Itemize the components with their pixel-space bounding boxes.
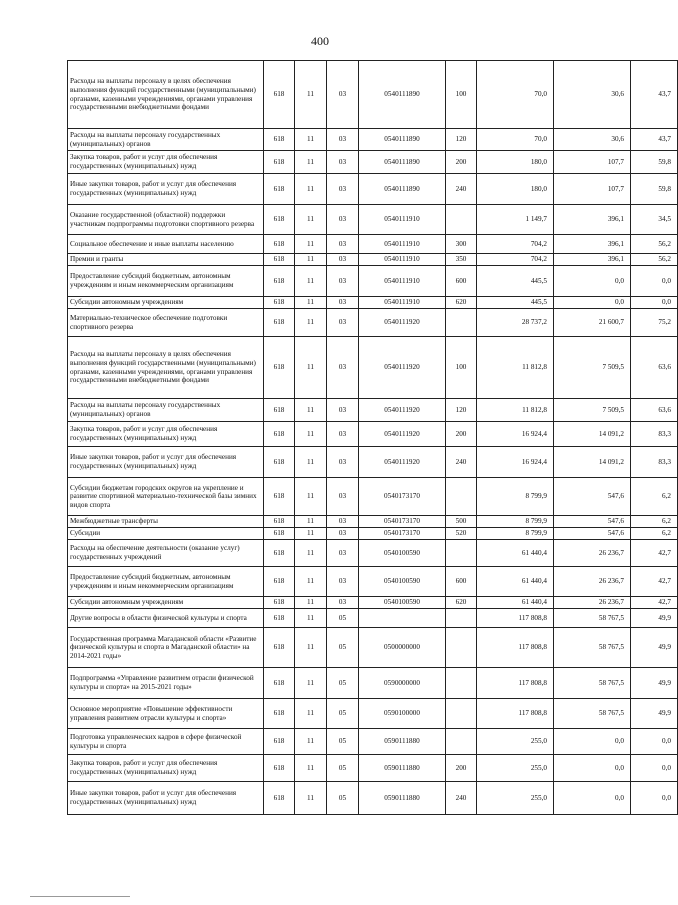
csr-cell: 0540111890	[359, 61, 446, 129]
row-name-cell: Расходы на выплаты персоналу в целях обеспечения выполнения функций государственными (муниципальными) органами, казенными учреждениями, органами управления государственными внебюджетными фондами	[68, 61, 264, 129]
csr-cell: 0590111880	[359, 729, 446, 755]
ved-cell: 618	[264, 297, 295, 309]
plan-cell: 704,2	[477, 254, 554, 266]
pct-cell: 6,2	[631, 478, 678, 516]
fact-cell: 547,6	[554, 516, 631, 528]
ved-cell: 618	[264, 729, 295, 755]
table-row	[68, 609, 678, 628]
rz-cell: 11	[295, 540, 327, 567]
vr-cell: 520	[446, 528, 477, 540]
plan-cell: 8 799,9	[477, 528, 554, 540]
plan-cell: 255,0	[477, 755, 554, 782]
pr-cell: 03	[327, 174, 359, 205]
pr-cell: 03	[327, 478, 359, 516]
csr-cell: 0590100000	[359, 699, 446, 729]
ved-cell: 618	[264, 516, 295, 528]
plan-cell: 61 440,4	[477, 597, 554, 609]
rz-cell: 11	[295, 699, 327, 729]
row-name-cell: Предоставление субсидий бюджетным, автономным учреждениям и иным некоммерческим организациям	[68, 567, 264, 597]
rz-cell: 11	[295, 478, 327, 516]
vr-cell	[446, 699, 477, 729]
plan-cell: 61 440,4	[477, 567, 554, 597]
table-body	[68, 61, 678, 815]
csr-cell: 0540111910	[359, 266, 446, 297]
rz-cell: 11	[295, 399, 327, 422]
row-name-cell: Предоставление субсидий бюджетным, автономным учреждениям и иным некоммерческим организациям	[68, 266, 264, 297]
pct-cell: 56,2	[631, 235, 678, 254]
vr-cell: 100	[446, 61, 477, 129]
fact-cell: 26 236,7	[554, 597, 631, 609]
csr-cell: 0540111910	[359, 254, 446, 266]
pr-cell: 03	[327, 297, 359, 309]
csr-cell	[359, 609, 446, 628]
pr-cell: 03	[327, 516, 359, 528]
pct-cell: 75,2	[631, 309, 678, 337]
vr-cell	[446, 609, 477, 628]
row-name-cell: Закупка товаров, работ и услуг для обеспечения государственных (муниципальных) нужд	[68, 755, 264, 782]
csr-cell: 0590000000	[359, 668, 446, 699]
plan-cell: 16 924,4	[477, 447, 554, 478]
ved-cell: 618	[264, 174, 295, 205]
csr-cell: 0540111890	[359, 129, 446, 151]
pr-cell: 03	[327, 235, 359, 254]
table-row	[68, 174, 678, 205]
table-row	[68, 567, 678, 597]
ved-cell: 618	[264, 782, 295, 815]
table-row	[68, 61, 678, 129]
plan-cell: 70,0	[477, 129, 554, 151]
vr-cell: 500	[446, 516, 477, 528]
pct-cell: 49,9	[631, 609, 678, 628]
fact-cell: 26 236,7	[554, 540, 631, 567]
csr-cell: 0540173170	[359, 478, 446, 516]
fact-cell: 396,1	[554, 235, 631, 254]
vr-cell: 240	[446, 782, 477, 815]
pct-cell: 34,5	[631, 205, 678, 235]
table-row	[68, 297, 678, 309]
pct-cell: 63,6	[631, 337, 678, 399]
csr-cell: 0590111880	[359, 755, 446, 782]
rz-cell: 11	[295, 151, 327, 174]
table-row	[68, 540, 678, 567]
vr-cell: 200	[446, 422, 477, 447]
fact-cell: 58 767,5	[554, 699, 631, 729]
table-row	[68, 729, 678, 755]
pr-cell: 03	[327, 61, 359, 129]
plan-cell: 117 808,8	[477, 609, 554, 628]
plan-cell: 16 924,4	[477, 422, 554, 447]
csr-cell: 0540111910	[359, 235, 446, 254]
csr-cell: 0540111890	[359, 151, 446, 174]
rz-cell: 11	[295, 297, 327, 309]
table-row	[68, 782, 678, 815]
row-name-cell: Иные закупки товаров, работ и услуг для обеспечения государственных (муниципальных) нужд	[68, 447, 264, 478]
row-name-cell: Оказание государственной (областной) поддержки участникам подпрограммы подготовки спортивного резерва	[68, 205, 264, 235]
csr-cell: 0540111920	[359, 447, 446, 478]
row-name-cell: Субсидии	[68, 528, 264, 540]
pr-cell: 03	[327, 266, 359, 297]
pr-cell: 03	[327, 540, 359, 567]
table-row	[68, 597, 678, 609]
plan-cell: 61 440,4	[477, 540, 554, 567]
pr-cell: 05	[327, 609, 359, 628]
fact-cell: 7 509,5	[554, 399, 631, 422]
rz-cell: 11	[295, 266, 327, 297]
row-name-cell: Расходы на выплаты персоналу государственных (муниципальных) органов	[68, 129, 264, 151]
rz-cell: 11	[295, 729, 327, 755]
row-name-cell: Государственная программа Магаданской области «Развитие физической культуры и спорта в Магаданской области» на 2014-2021 годы»	[68, 628, 264, 668]
row-name-cell: Другие вопросы в области физической культуры и спорта	[68, 609, 264, 628]
plan-cell: 11 812,8	[477, 399, 554, 422]
table-row	[68, 266, 678, 297]
csr-cell: 0590111880	[359, 782, 446, 815]
fact-cell: 0,0	[554, 297, 631, 309]
csr-cell: 0540111920	[359, 337, 446, 399]
pr-cell: 03	[327, 309, 359, 337]
vr-cell	[446, 478, 477, 516]
rz-cell: 11	[295, 628, 327, 668]
ved-cell: 618	[264, 205, 295, 235]
pr-cell: 05	[327, 628, 359, 668]
pct-cell: 0,0	[631, 755, 678, 782]
rz-cell: 11	[295, 337, 327, 399]
fact-cell: 30,6	[554, 61, 631, 129]
vr-cell	[446, 668, 477, 699]
pct-cell: 49,9	[631, 668, 678, 699]
row-name-cell: Расходы на выплаты персоналу государственных (муниципальных) органов	[68, 399, 264, 422]
row-name-cell: Основное мероприятие «Повышение эффективности управления развитием отрасли культуры и спорта»	[68, 699, 264, 729]
fact-cell: 107,7	[554, 151, 631, 174]
row-name-cell: Социальное обеспечение и иные выплаты населению	[68, 235, 264, 254]
ved-cell: 618	[264, 254, 295, 266]
plan-cell: 704,2	[477, 235, 554, 254]
row-name-cell: Закупка товаров, работ и услуг для обеспечения государственных (муниципальных) нужд	[68, 151, 264, 174]
ved-cell: 618	[264, 699, 295, 729]
table-row	[68, 755, 678, 782]
pct-cell: 59,8	[631, 151, 678, 174]
plan-cell: 117 808,8	[477, 668, 554, 699]
ved-cell: 618	[264, 628, 295, 668]
pct-cell: 49,9	[631, 628, 678, 668]
vr-cell: 620	[446, 597, 477, 609]
fact-cell: 547,6	[554, 478, 631, 516]
fact-cell: 107,7	[554, 174, 631, 205]
ved-cell: 618	[264, 609, 295, 628]
page-number: 400	[311, 34, 329, 48]
pr-cell: 03	[327, 254, 359, 266]
vr-cell	[446, 729, 477, 755]
row-name-cell: Подпрограмма «Управление развитием отрасли физической культуры и спорта» на 2015-2021 годы»	[68, 668, 264, 699]
csr-cell: 0540100590	[359, 597, 446, 609]
fact-cell: 396,1	[554, 254, 631, 266]
pr-cell: 03	[327, 422, 359, 447]
rz-cell: 11	[295, 129, 327, 151]
rz-cell: 11	[295, 755, 327, 782]
rz-cell: 11	[295, 309, 327, 337]
plan-cell: 1 149,7	[477, 205, 554, 235]
row-name-cell: Подготовка управленческих кадров в сфере физической культуры и спорта	[68, 729, 264, 755]
vr-cell: 600	[446, 567, 477, 597]
table-row	[68, 516, 678, 528]
fact-cell: 547,6	[554, 528, 631, 540]
pr-cell: 03	[327, 447, 359, 478]
rz-cell: 11	[295, 516, 327, 528]
csr-cell: 0540111910	[359, 297, 446, 309]
footer-rule	[30, 896, 130, 897]
row-name-cell: Иные закупки товаров, работ и услуг для обеспечения государственных (муниципальных) нужд	[68, 782, 264, 815]
ved-cell: 618	[264, 597, 295, 609]
pct-cell: 0,0	[631, 266, 678, 297]
ved-cell: 618	[264, 528, 295, 540]
fact-cell: 58 767,5	[554, 628, 631, 668]
row-name-cell: Субсидии автономным учреждениям	[68, 597, 264, 609]
vr-cell: 240	[446, 447, 477, 478]
plan-cell: 117 808,8	[477, 628, 554, 668]
row-name-cell: Расходы на выплаты персоналу в целях обеспечения выполнения функций государственными (муниципальными) органами, казенными учреждениями, органами управления государственными внебюджетными фондами	[68, 337, 264, 399]
pr-cell: 03	[327, 399, 359, 422]
plan-cell: 117 808,8	[477, 699, 554, 729]
vr-cell	[446, 205, 477, 235]
pct-cell: 63,6	[631, 399, 678, 422]
row-name-cell: Расходы на обеспечение деятельности (оказание услуг) государственных учреждений	[68, 540, 264, 567]
vr-cell: 100	[446, 337, 477, 399]
pct-cell: 43,7	[631, 129, 678, 151]
ved-cell: 618	[264, 399, 295, 422]
rz-cell: 11	[295, 668, 327, 699]
plan-cell: 180,0	[477, 174, 554, 205]
csr-cell: 0540111920	[359, 422, 446, 447]
fact-cell: 14 091,2	[554, 422, 631, 447]
csr-cell: 0540173170	[359, 528, 446, 540]
pct-cell: 6,2	[631, 528, 678, 540]
pr-cell: 03	[327, 129, 359, 151]
fact-cell: 0,0	[554, 729, 631, 755]
table-row	[68, 337, 678, 399]
row-name-cell: Иные закупки товаров, работ и услуг для обеспечения государственных (муниципальных) нужд	[68, 174, 264, 205]
pr-cell: 05	[327, 668, 359, 699]
pct-cell: 0,0	[631, 782, 678, 815]
pr-cell: 05	[327, 699, 359, 729]
pr-cell: 03	[327, 205, 359, 235]
rz-cell: 11	[295, 447, 327, 478]
table-row	[68, 235, 678, 254]
plan-cell: 180,0	[477, 151, 554, 174]
rz-cell: 11	[295, 609, 327, 628]
ved-cell: 618	[264, 151, 295, 174]
ved-cell: 618	[264, 337, 295, 399]
fact-cell: 0,0	[554, 782, 631, 815]
fact-cell: 7 509,5	[554, 337, 631, 399]
fact-cell: 58 767,5	[554, 668, 631, 699]
rz-cell: 11	[295, 254, 327, 266]
pct-cell: 83,3	[631, 422, 678, 447]
rz-cell: 11	[295, 567, 327, 597]
budget-table	[67, 60, 678, 815]
table-row	[68, 422, 678, 447]
fact-cell: 0,0	[554, 755, 631, 782]
table-row	[68, 447, 678, 478]
fact-cell: 0,0	[554, 266, 631, 297]
pct-cell: 59,8	[631, 174, 678, 205]
vr-cell: 120	[446, 399, 477, 422]
table-row	[68, 628, 678, 668]
plan-cell: 445,5	[477, 297, 554, 309]
csr-cell: 0500000000	[359, 628, 446, 668]
fact-cell: 26 236,7	[554, 567, 631, 597]
plan-cell: 255,0	[477, 782, 554, 815]
pr-cell: 03	[327, 528, 359, 540]
row-name-cell: Межбюджетные трансферты	[68, 516, 264, 528]
csr-cell: 0540111890	[359, 174, 446, 205]
row-name-cell: Субсидии бюджетам городских округов на укрепление и развитие спортивной материально-технической базы зимних видов спорта	[68, 478, 264, 516]
plan-cell: 255,0	[477, 729, 554, 755]
ved-cell: 618	[264, 309, 295, 337]
plan-cell: 28 737,2	[477, 309, 554, 337]
plan-cell: 8 799,9	[477, 478, 554, 516]
plan-cell: 70,0	[477, 61, 554, 129]
pct-cell: 42,7	[631, 597, 678, 609]
pr-cell: 03	[327, 567, 359, 597]
ved-cell: 618	[264, 61, 295, 129]
fact-cell: 396,1	[554, 205, 631, 235]
ved-cell: 618	[264, 235, 295, 254]
pr-cell: 05	[327, 729, 359, 755]
csr-cell: 0540111920	[359, 399, 446, 422]
vr-cell: 600	[446, 266, 477, 297]
table-row	[68, 668, 678, 699]
row-name-cell: Субсидии автономным учреждениям	[68, 297, 264, 309]
table-row	[68, 129, 678, 151]
vr-cell	[446, 309, 477, 337]
pr-cell: 05	[327, 782, 359, 815]
csr-cell: 0540100590	[359, 567, 446, 597]
rz-cell: 11	[295, 235, 327, 254]
vr-cell	[446, 628, 477, 668]
rz-cell: 11	[295, 422, 327, 447]
ved-cell: 618	[264, 540, 295, 567]
csr-cell: 0540100590	[359, 540, 446, 567]
rz-cell: 11	[295, 782, 327, 815]
table-row	[68, 478, 678, 516]
pct-cell: 42,7	[631, 567, 678, 597]
ved-cell: 618	[264, 447, 295, 478]
ved-cell: 618	[264, 478, 295, 516]
vr-cell: 200	[446, 755, 477, 782]
fact-cell: 14 091,2	[554, 447, 631, 478]
ved-cell: 618	[264, 668, 295, 699]
plan-cell: 8 799,9	[477, 516, 554, 528]
rz-cell: 11	[295, 597, 327, 609]
rz-cell: 11	[295, 61, 327, 129]
vr-cell	[446, 540, 477, 567]
table-row	[68, 528, 678, 540]
table-row	[68, 205, 678, 235]
ved-cell: 618	[264, 567, 295, 597]
pr-cell: 03	[327, 337, 359, 399]
row-name-cell: Материально-техническое обеспечение подготовки спортивного резерва	[68, 309, 264, 337]
pct-cell: 42,7	[631, 540, 678, 567]
pct-cell: 0,0	[631, 297, 678, 309]
csr-cell: 0540111910	[359, 205, 446, 235]
ved-cell: 618	[264, 129, 295, 151]
pr-cell: 03	[327, 151, 359, 174]
pr-cell: 03	[327, 597, 359, 609]
rz-cell: 11	[295, 528, 327, 540]
table-row	[68, 151, 678, 174]
table-row	[68, 399, 678, 422]
vr-cell: 620	[446, 297, 477, 309]
pr-cell: 05	[327, 755, 359, 782]
fact-cell: 58 767,5	[554, 609, 631, 628]
vr-cell: 350	[446, 254, 477, 266]
table-row	[68, 699, 678, 729]
rz-cell: 11	[295, 205, 327, 235]
vr-cell: 240	[446, 174, 477, 205]
vr-cell: 300	[446, 235, 477, 254]
ved-cell: 618	[264, 755, 295, 782]
row-name-cell: Премии и гранты	[68, 254, 264, 266]
rz-cell: 11	[295, 174, 327, 205]
ved-cell: 618	[264, 266, 295, 297]
vr-cell: 120	[446, 129, 477, 151]
vr-cell: 200	[446, 151, 477, 174]
pct-cell: 43,7	[631, 61, 678, 129]
plan-cell: 11 812,8	[477, 337, 554, 399]
csr-cell: 0540173170	[359, 516, 446, 528]
table-row	[68, 309, 678, 337]
row-name-cell: Закупка товаров, работ и услуг для обеспечения государственных (муниципальных) нужд	[68, 422, 264, 447]
pct-cell: 83,3	[631, 447, 678, 478]
table-row	[68, 254, 678, 266]
pct-cell: 6,2	[631, 516, 678, 528]
pct-cell: 0,0	[631, 729, 678, 755]
plan-cell: 445,5	[477, 266, 554, 297]
fact-cell: 30,6	[554, 129, 631, 151]
pct-cell: 49,9	[631, 699, 678, 729]
csr-cell: 0540111920	[359, 309, 446, 337]
pct-cell: 56,2	[631, 254, 678, 266]
ved-cell: 618	[264, 422, 295, 447]
fact-cell: 21 600,7	[554, 309, 631, 337]
